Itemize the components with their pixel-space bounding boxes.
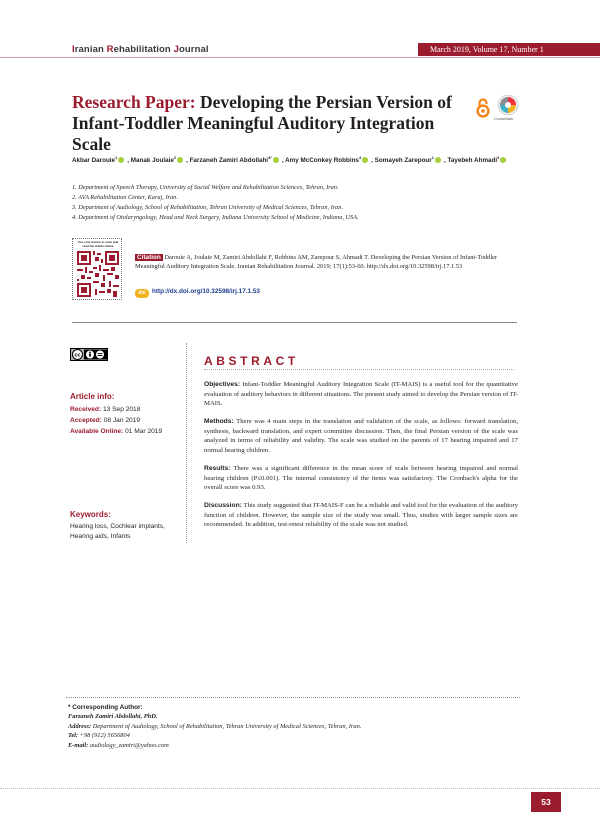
author-name[interactable]: Amy McConkey Robbins$^4$ (285, 155, 362, 165)
orcid-icon[interactable] (177, 157, 183, 163)
corresponding-heading: * Corresponding Author: (68, 704, 143, 711)
issue-info: March 2019, Volume 17, Number 1 (418, 43, 600, 56)
objectives-text: Infant-Toddler Meaningful Auditory Integration Scale (IT-MAIS) is a useful tool for the quantitative evaluation of auditory behaviors in different situations. The present study aimed to develop the Persian version of IT-MAIS. (204, 381, 518, 407)
footnote-divider (66, 697, 520, 698)
abstract-divider (204, 369, 514, 370)
affiliation: 1. Department of Speech Therapy, University of Social Welfare and Rehabilitation Sciences, Tehran, Iran. (72, 184, 339, 191)
open-access-icon[interactable] (476, 97, 490, 119)
section-divider (72, 322, 517, 323)
author-name[interactable]: Manak Joulaie$^2$ (130, 155, 177, 165)
abstract-results (204, 464, 518, 493)
author-name[interactable]: Somayeh Zarepour$^1$ (374, 155, 434, 165)
author-name[interactable]: Akbar Darouie$^1$ (72, 155, 118, 165)
discussion-label: Discussion: (204, 502, 242, 509)
corresponding-name: Farzaneh Zamiri Abdollahi, PhD. (68, 713, 158, 721)
journal-initial: R (106, 44, 114, 55)
discussion-text: This study suggested that IT-MAIS-F can be a reliable and valid tool for the evaluation of the auditory function of children. However, the sample size of the study was small. Thus, studies with larger sample sizes are recommended. In addition, test-retest reliability of the scale was not studied. (204, 502, 518, 528)
objectives-label: Objectives: (204, 381, 241, 388)
orcid-icon[interactable] (273, 157, 279, 163)
article-title-text: Developing the Persian Version of Infant-Toddler Meaningful Auditory Integration Scale (72, 92, 452, 154)
journal-initial: I (72, 44, 75, 55)
keywords-heading: Keywords: (70, 510, 111, 519)
journal-name (72, 44, 209, 55)
abstract-heading: ABSTRACT (204, 354, 299, 368)
orcid-icon[interactable] (435, 157, 441, 163)
keywords-text: Hearing loss, Cochlear implants, Hearing aids, Infants (70, 523, 165, 541)
available-label: Available Online: (70, 428, 124, 435)
svg-text:cc: cc (74, 352, 81, 359)
affiliations (72, 183, 532, 223)
journal-name-part: ranian (74, 44, 107, 55)
article-info-heading: Article info: (70, 392, 115, 401)
creative-commons-icon[interactable] (70, 348, 108, 361)
journal-initial: J (173, 44, 179, 55)
orcid-icon[interactable] (500, 157, 506, 163)
abstract-discussion (204, 501, 518, 530)
article-type: Research Paper: (72, 92, 196, 112)
corresponding-author (68, 703, 361, 750)
accepted-date (70, 416, 140, 426)
doi-icon: doi (135, 289, 149, 298)
orcid-icon[interactable] (118, 157, 124, 163)
results-text: There was a significant difference in the mean score of scale between hearing impaired and normal hearing children (P≤0.001). The internal consistency of the items was satisfactory. The Cronbach's alpha for the overall score was 0.93. (204, 465, 518, 491)
received-date (70, 405, 140, 415)
corresponding-address: Address: Department of Audiology, School of Rehabilitation, Tehran University of Medical Sciences, Tehran, Iran. (68, 722, 362, 730)
email-link[interactable]: audiology_zamiri@yahoo.com (88, 741, 169, 749)
author-name[interactable]: Farzaneh Zamiri Abdollahi$^{3*}$ (189, 155, 272, 165)
corresponding-tel: Tel: +98 (912) 5656804 (68, 732, 130, 740)
author-name[interactable]: Tayebeh Ahmadi$^3$ (447, 155, 500, 165)
column-divider (186, 343, 187, 543)
citation-label: Citation (137, 254, 161, 261)
affiliation: 3. Department of Audiology, School of Rehabilitation, Tehran University of Medical Sciences, Tehran, Iran. (72, 204, 344, 211)
doi-link[interactable]: http://dx.doi.org/10.32598/irj.17.1.53 (152, 288, 260, 295)
received-value: 13 Sep 2018 (101, 406, 141, 413)
affiliation: 2. AVA Rehabilitation Center, Karaj, Iran. (72, 194, 178, 201)
article-title (72, 92, 472, 155)
citation (135, 253, 515, 272)
methods-label: Methods: (204, 418, 234, 425)
journal-name-part: ournal (178, 44, 209, 55)
methods-text: There was 4 main steps in the translation and validation of the scale, as follows: forward translation, synthesis, backward translation, and expert committee discussion. Then, the final Persian version of the scale was analyzed in terms of reliability and validity. The scale was studied on the parents of 17 hearing impaired and 17 normal hearing children. (204, 418, 518, 454)
footer-divider (0, 788, 600, 789)
received-label: Received: (70, 406, 102, 413)
crossmark-label: CrossMark (494, 116, 514, 121)
qr-caption: Use your device to scan and read the article online (77, 240, 119, 248)
page-number: 53 (531, 792, 561, 812)
citation-text: Darouie A, Joulaie M, Zamiri Abdollahi F, Robbins AM, Zarepour S, Ahmadi T. Developing the Persian Version of Infant-Toddler Meaningful Auditory Integration Scale. Iranian Rehabilitation Journal. 2019; 17(1):53-60. http://dx.doi.org/10.32598/irj.17.1.53 (135, 254, 498, 271)
available-value: 01 Mar 2019 (123, 428, 163, 435)
journal-name-part: ehabilitation (113, 44, 174, 55)
orcid-icon[interactable] (362, 157, 368, 163)
qr-code-icon (77, 251, 119, 297)
accepted-value: 08 Jan 2019 (101, 417, 141, 424)
author-list: Akbar Darouie$^1$ , Manak Joulaie$^2$ , Farzaneh Zamiri Abdollahi$^{3*}$ , Amy McConkey Robbins$^4$ , Somayeh Zarepour$^1$ , Tayebeh Ahmadi$^3$ (72, 155, 532, 164)
abstract-methods (204, 417, 518, 455)
header-divider (0, 57, 600, 58)
qr-code-box[interactable] (72, 238, 122, 300)
crossmark-icon[interactable] (497, 94, 519, 116)
available-date (70, 427, 162, 437)
doi-line (135, 288, 260, 298)
abstract-objectives (204, 380, 518, 409)
accepted-label: Accepted: (70, 417, 102, 424)
corresponding-email: E-mail: audiology_zamiri@yahoo.com (68, 741, 169, 749)
results-label: Results: (204, 465, 231, 472)
affiliation: 4. Department of Otolaryngology, Head and Neck Surgery, Indiana University School of Medicine, Indiana, USA. (72, 214, 359, 221)
